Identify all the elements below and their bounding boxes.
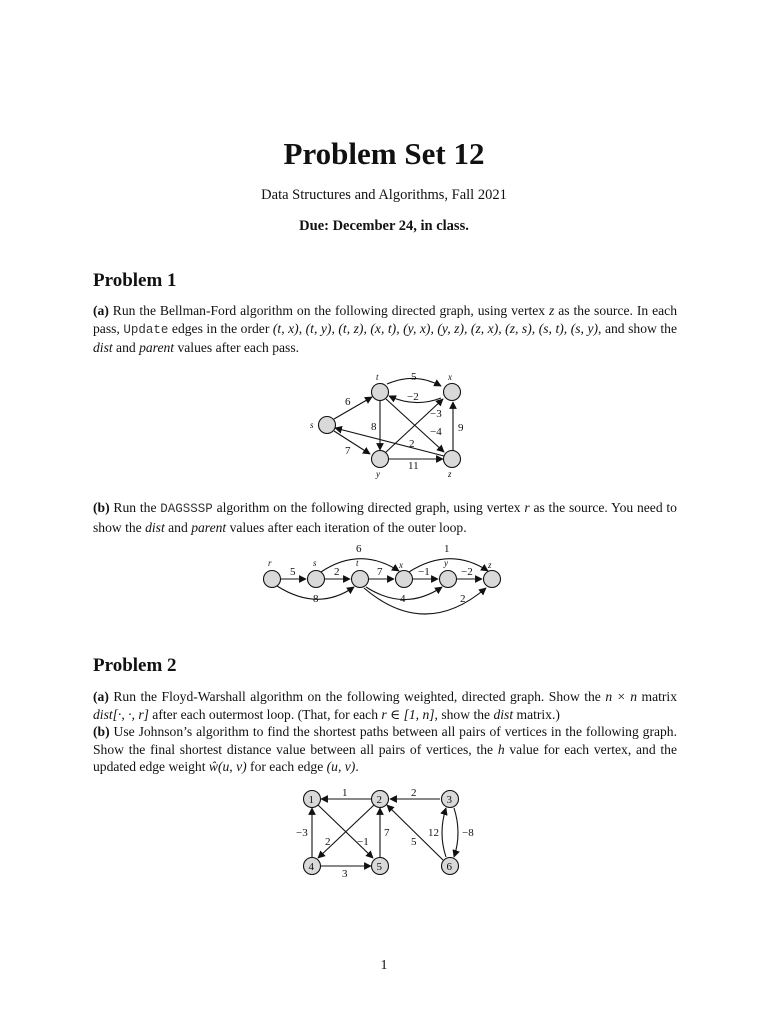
edge-weight: 5: [411, 371, 417, 383]
vertex-x: [396, 571, 413, 588]
due-date: Due: December 24, in class.: [299, 218, 469, 234]
edge-weight: −1: [418, 566, 430, 578]
part-label: (b): [93, 500, 110, 515]
vertex-label: 6: [446, 861, 452, 873]
edge-weight: 2: [460, 593, 466, 605]
edge-weight: −2: [461, 566, 473, 578]
edge-weight: −3: [430, 408, 442, 420]
vertex-label: y: [444, 558, 448, 568]
edge-3-6: [454, 808, 458, 857]
page-title: Problem Set 12: [283, 136, 485, 171]
edge-weight: 6: [345, 396, 351, 408]
vertex-t: [372, 384, 389, 401]
vertex-label: 4: [308, 861, 314, 873]
vertex-label: x: [448, 372, 452, 382]
problem-2-heading: Problem 2: [93, 655, 177, 676]
vertex-label: s: [310, 420, 314, 430]
vertex-label: 3: [446, 794, 452, 806]
edge-weight: 7: [377, 566, 383, 578]
graph-dag-sssp: [264, 543, 501, 614]
vertex-label: r: [268, 558, 272, 568]
edge-s-y: [334, 431, 370, 454]
vertex-z: [444, 451, 461, 468]
edge-weight: 12: [428, 827, 439, 839]
vertex-y: [440, 571, 457, 588]
edge-weight: 1: [342, 787, 348, 799]
edge-weight: −1: [357, 836, 369, 848]
edge-weight: 2: [409, 438, 415, 450]
vertex-label: z: [488, 560, 492, 570]
course-subtitle: Data Structures and Algorithms, Fall 2021: [261, 187, 507, 203]
vertex-s: [308, 571, 325, 588]
edge-weight: −3: [296, 827, 308, 839]
vertex-label: 5: [376, 861, 382, 873]
problem-2b-text: (b) Use Johnson’s algorithm to find the shortest paths between all pairs of vertices in the following graph. Show the final shortest distance value between all pairs of vertices, the h value for each vertex, and the updated edge weight ŵ(u, v) for each edge (u, v).: [93, 724, 677, 774]
edge-weight: 11: [408, 460, 419, 472]
problem-1b-text: (b) Run the DAGSSSP algorithm on the following directed graph, using vertex r as the source. You need to show the dist and parent values after each iteration of the outer loop.: [93, 500, 677, 535]
vertex-r: [264, 571, 281, 588]
graph-floyd-johnson: [296, 787, 474, 880]
edge-6-3: [442, 808, 446, 857]
edge-weight: 3: [342, 868, 348, 880]
problem-1-heading: Problem 1: [93, 270, 177, 291]
vertex-label: s: [313, 558, 317, 568]
update-code: Update: [123, 322, 169, 337]
edge-weight: 7: [384, 827, 390, 839]
page-number: 1: [380, 958, 388, 973]
edge-s-t: [334, 397, 372, 419]
edge-weight: 8: [313, 593, 319, 605]
vertex-z: [484, 571, 501, 588]
vertex-label: z: [448, 469, 452, 479]
vertex-label: 2: [376, 794, 382, 806]
vertex-s: [319, 417, 336, 434]
edge-order: (t, x), (t, y), (t, z), (x, t), (y, x), (y, z), (z, x), (z, s), (s, t), (s, y),: [272, 320, 602, 336]
edge-weight: 5: [290, 566, 296, 578]
edge-weight: 9: [458, 422, 464, 434]
vertex-label: t: [356, 558, 359, 568]
edge-t-z: [364, 588, 486, 614]
edge-weight: 1: [444, 543, 450, 555]
vertex-x: [444, 384, 461, 401]
edge-weight: 7: [345, 445, 351, 457]
edge-weight: −8: [462, 827, 474, 839]
edge-weight: 8: [371, 421, 377, 433]
vertex-label: x: [399, 560, 403, 570]
edge-weight: 2: [334, 566, 340, 578]
edge-weight: 5: [411, 836, 417, 848]
edge-weight: 4: [400, 593, 406, 605]
edge-weight: −2: [407, 391, 419, 403]
vertex-t: [352, 571, 369, 588]
vertex-label: y: [376, 469, 380, 479]
vertex-y: [372, 451, 389, 468]
part-label: (b): [93, 724, 110, 739]
edge-weight: 2: [411, 787, 417, 799]
vertex-label: t: [376, 372, 379, 382]
edge-weight: −4: [430, 426, 442, 438]
edge-weight: 6: [356, 543, 362, 555]
part-label: (a): [93, 303, 109, 318]
dagsssp-code: DAGSSSP: [160, 502, 213, 516]
part-label: (a): [93, 689, 109, 704]
problem-1a-text: (a) Run the Bellman-Ford algorithm on the following directed graph, using vertex z as the source. In each pass, Update edges in the order (t, x), (t, y), (t, z), (x, t), (y, x), (y, z), (z, x), (z, s), (s, t), (s, y), and show the dist and parent values after each pass.: [93, 303, 677, 355]
edge-weight: 2: [325, 836, 331, 848]
vertex-label: 1: [308, 794, 314, 806]
problem-2a-text: (a) Run the Floyd-Warshall algorithm on the following weighted, directed graph. Show the n × n matrix dist[·, ·, r] after each outermost loop. (That, for each r ∈ [1, n], show the dist matrix.): [93, 689, 677, 722]
